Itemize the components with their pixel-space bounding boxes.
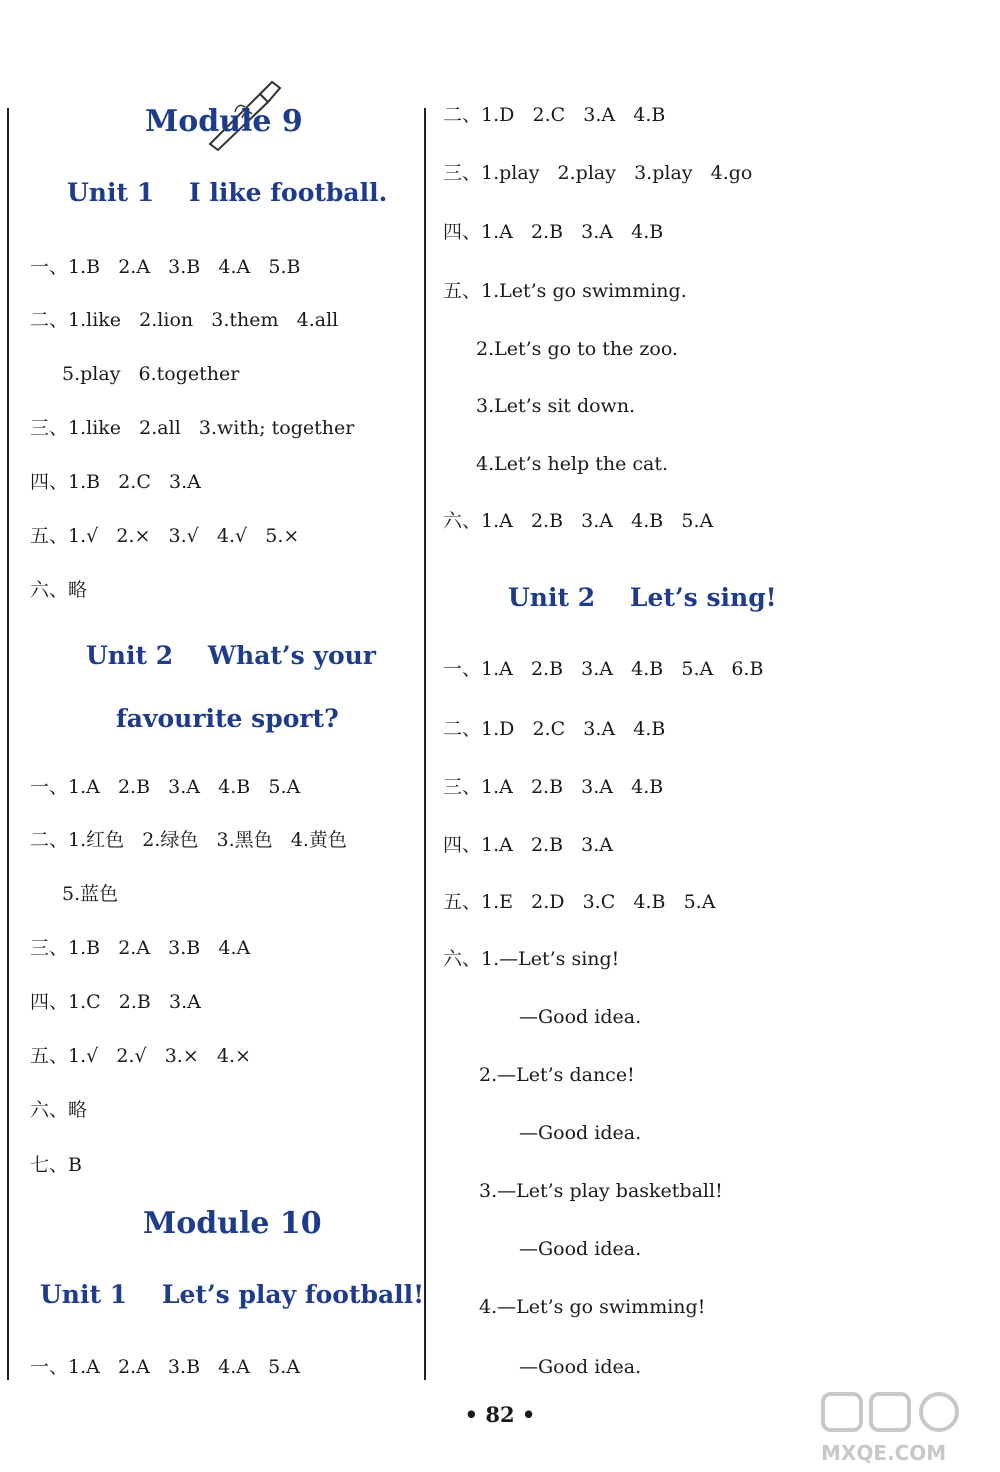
answer-line: —Good idea. [519, 1356, 642, 1378]
m9-unit2-title-line1: Unit 2 What’s your [86, 641, 376, 670]
answer-line: —Good idea. [519, 1006, 642, 1028]
answer-line: 四、1.B 2.C 3.A [30, 471, 201, 493]
answer-line: 三、1.B 2.A 3.B 4.A [30, 937, 251, 959]
answer-line: 二、1.D 2.C 3.A 4.B [443, 718, 666, 740]
answer-line: 4.Let’s help the cat. [476, 453, 669, 475]
answer-line: 七、B [30, 1154, 82, 1176]
watermark-text: MXQE.COM [821, 1441, 947, 1465]
module-9-title: Module 9 [145, 104, 303, 139]
answer-line: 五、1.Let’s go swimming. [443, 280, 687, 302]
answer-line: 三、1.A 2.B 3.A 4.B [443, 776, 664, 798]
answer-line: —Good idea. [519, 1122, 642, 1144]
answer-line: 5.play 6.together [62, 363, 240, 385]
answer-line: 一、1.A 2.B 3.A 4.B 5.A [30, 776, 301, 798]
page-number: • 82 • [464, 1402, 536, 1427]
answer-line: 六、1.A 2.B 3.A 4.B 5.A [443, 510, 714, 532]
answer-line: 六、1.—Let’s sing! [443, 948, 620, 970]
answer-line: 一、1.B 2.A 3.B 4.A 5.B [30, 256, 301, 278]
site-watermark-logo [815, 1388, 995, 1468]
answer-line: 四、1.C 2.B 3.A [30, 991, 201, 1013]
answer-line: 3.Let’s sit down. [476, 395, 636, 417]
answer-line: 一、1.A 2.A 3.B 4.A 5.A [30, 1356, 300, 1378]
m10-unit2-title: Unit 2 Let’s sing! [508, 583, 777, 612]
left-margin-rule [7, 108, 9, 1380]
answer-line: 二、1.红色 2.绿色 3.黑色 4.黄色 [30, 829, 347, 851]
answer-line: 五、1.√ 2.√ 3.× 4.× [30, 1045, 251, 1067]
answer-line: 四、1.A 2.B 3.A 4.B [443, 221, 664, 243]
m9-unit2-title-line2: favourite sport? [116, 704, 339, 733]
answer-line: 二、1.D 2.C 3.A 4.B [443, 104, 666, 126]
module-10-title: Module 10 [143, 1206, 322, 1241]
answer-line: 五、1.E 2.D 3.C 4.B 5.A [443, 891, 716, 913]
answer-line: 三、1.play 2.play 3.play 4.go [443, 162, 753, 184]
m9-unit1-title: Unit 1 I like football. [67, 178, 388, 207]
answer-line: 二、1.like 2.lion 3.them 4.all [30, 309, 339, 331]
m10-unit1-title: Unit 1 Let’s play football! [40, 1280, 425, 1309]
answer-line: 四、1.A 2.B 3.A [443, 834, 614, 856]
answer-line: 三、1.like 2.all 3.with; together [30, 417, 355, 439]
answer-line: 2.Let’s go to the zoo. [476, 338, 678, 360]
answer-line: 六、略 [30, 1099, 88, 1121]
answer-line: 4.—Let’s go swimming! [479, 1296, 706, 1318]
answer-line: 六、略 [30, 579, 88, 601]
answer-line: 3.—Let’s play basketball! [479, 1180, 723, 1202]
answer-line: 一、1.A 2.B 3.A 4.B 5.A 6.B [443, 658, 764, 680]
column-divider-rule [424, 108, 426, 1380]
answer-line: 五、1.√ 2.× 3.√ 4.√ 5.× [30, 525, 300, 547]
answer-line: 5.蓝色 [62, 883, 119, 905]
answer-line: 2.—Let’s dance! [479, 1064, 635, 1086]
answer-line: —Good idea. [519, 1238, 642, 1260]
